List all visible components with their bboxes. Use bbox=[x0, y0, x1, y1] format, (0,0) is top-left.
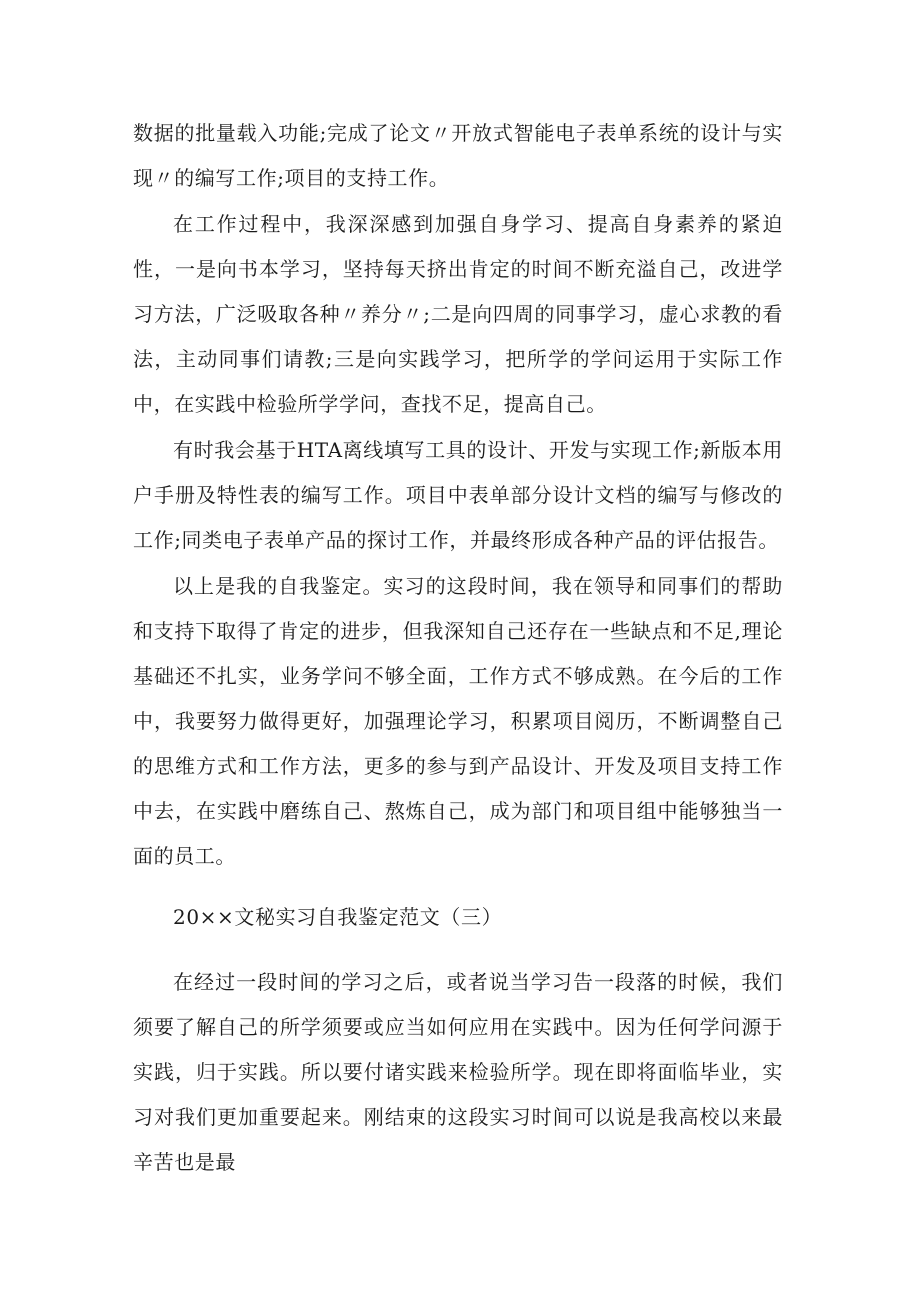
paragraph-self-study: 在工作过程中，我深深感到加强自身学习、提高自身素养的紧迫性，一是向书本学习，坚持每天挤出肯定的时间不断充溢自己，改进学习方法，广泛吸取各种〃养分〃;二是向四周的同事学习，虚心求教的看法，主动同事们请教;三是向实践学习，把所学的学问运用于实际工作中，在实践中检验所学学问，查找不足，提高自己。 bbox=[133, 212, 783, 416]
paragraph-self-assessment: 以上是我的自我鉴定。实习的这段时间，我在领导和同事们的帮助和支持下取得了肯定的进步，但我深知自己还存在一些缺点和不足,理论基础还不扎实，业务学问不够全面，工作方式不够成熟。在今后的工作中，我要努力做得更好，加强理论学习，积累项目阅历，不断调整自己的思维方式和工作方法，更多的参与到产品设计、开发及项目支持工作中去，在实践中磨练自己、熬炼自己，成为部门和项目组中能够独当一面的员工。 bbox=[133, 574, 783, 868]
paragraph-hta-work: 有时我会基于HTA离线填写工具的设计、开发与实现工作;新版本用户手册及特性表的编写工作。项目中表单部分设计文档的编写与修改的工作;同类电子表单产品的探讨工作，并最终形成各种产品的评估报告。 bbox=[133, 438, 783, 552]
document-body bbox=[133, 111, 783, 1186]
paragraph-practice: 在经过一段时间的学习之后，或者说当学习告一段落的时候，我们须要了解自己的所学须要或应当如何应用在实践中。因为任何学问源于实践，归于实践。所以要付诸实践来检验所学。现在即将面临毕业，实习对我们更加重要起来。刚结束的这段实习时间可以说是我高校以来最辛苦也是最 bbox=[133, 970, 783, 1174]
paragraph-continued: 数据的批量载入功能;完成了论文〃开放式智能电子表单系统的设计与实现〃的编写工作;项目的支持工作。 bbox=[133, 121, 783, 190]
section-heading: 20××文秘实习自我鉴定范文（三） bbox=[173, 905, 503, 929]
